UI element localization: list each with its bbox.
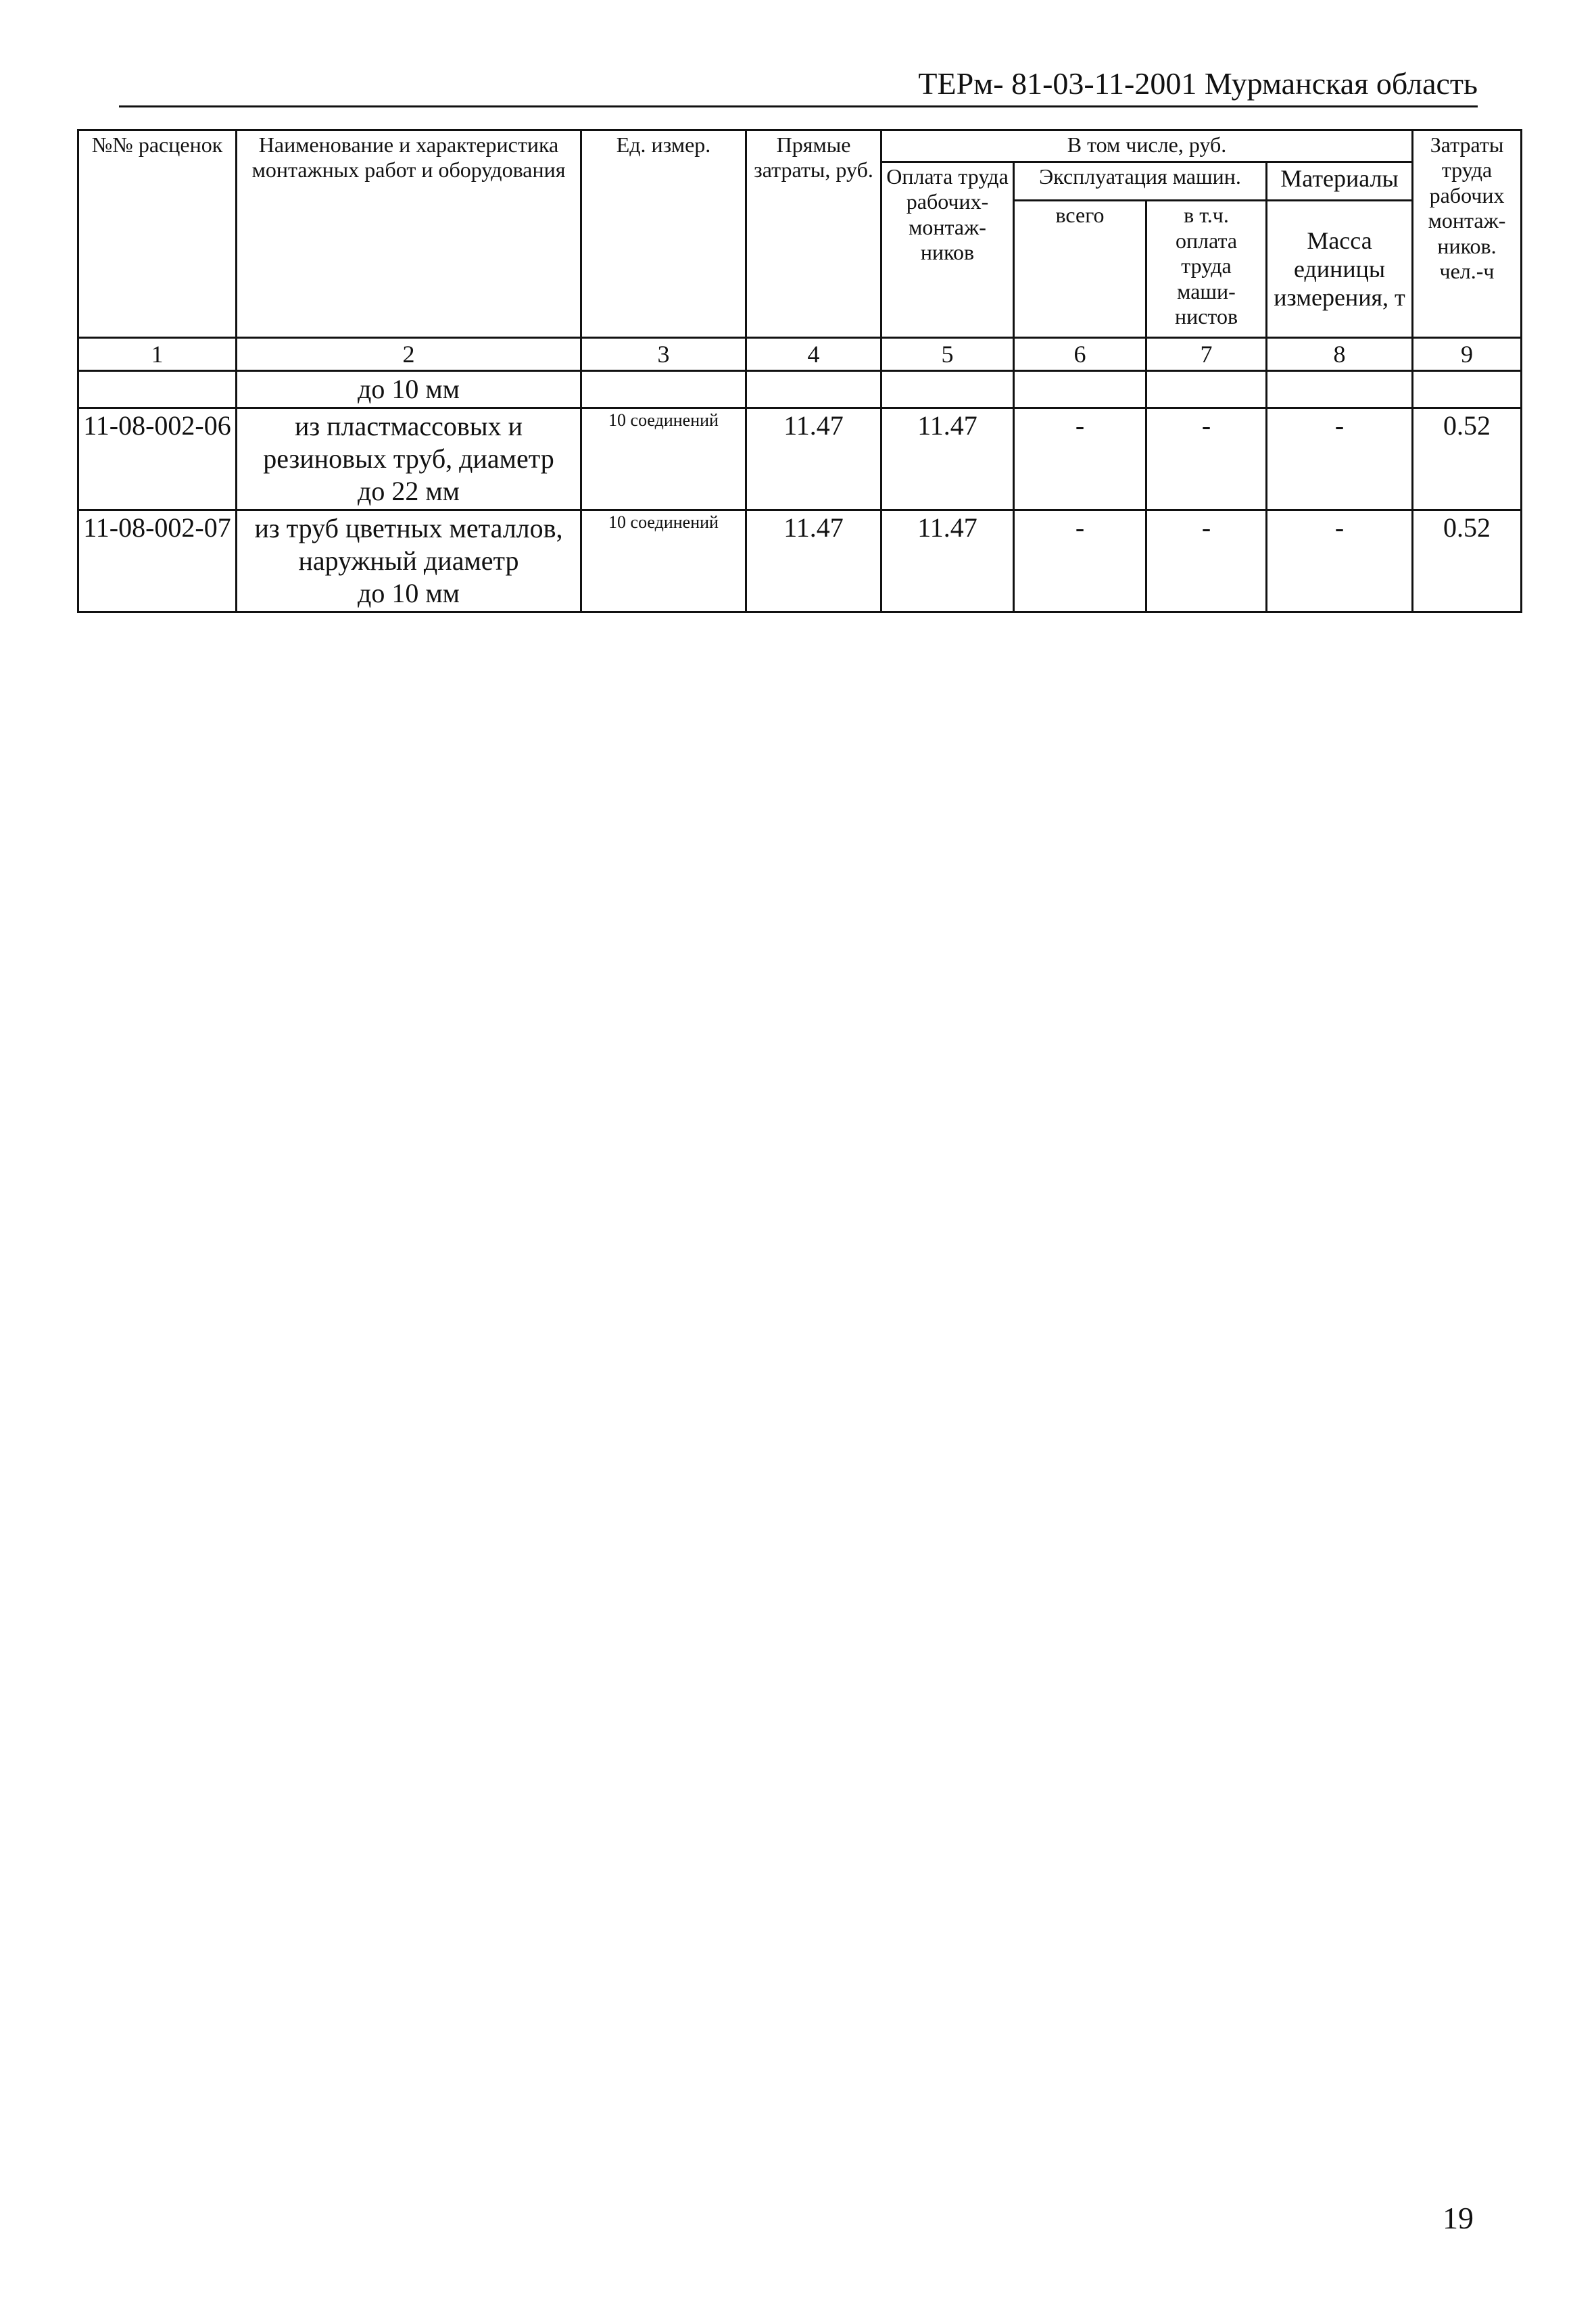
column-number: 7 <box>1146 338 1267 371</box>
labor-hours: 0.52 <box>1413 408 1522 510</box>
header-machinist-pay: в т.ч. оплата труда маши-нистов <box>1146 201 1267 338</box>
column-number-row <box>78 338 1522 371</box>
empty-cell <box>1014 371 1146 408</box>
unit-of-measure: 10 соединений <box>581 408 746 510</box>
machinist-pay: - <box>1146 408 1267 510</box>
machine-total: - <box>1014 510 1146 612</box>
work-name-line: до 22 мм <box>358 476 460 507</box>
table-row <box>78 510 1522 612</box>
header-name: Наименование и характеристика монтажных работ и оборудования <box>237 130 581 338</box>
machinist-pay: - <box>1146 510 1267 612</box>
direct-costs: 11.47 <box>746 510 881 612</box>
page-number: 19 <box>1443 2201 1474 2235</box>
empty-cell <box>1267 371 1413 408</box>
work-name-line: до 10 мм <box>358 578 460 609</box>
empty-cell <box>881 371 1014 408</box>
worker-pay: 11.47 <box>881 408 1014 510</box>
header-row-1 <box>78 130 1522 162</box>
running-header: ТЕРм- 81-03-11-2001 Мурманская область <box>918 66 1478 101</box>
rates-table <box>77 129 1522 613</box>
empty-cell <box>746 371 881 408</box>
header-unit-mass: Масса единицы измерения, т <box>1267 201 1413 338</box>
header-direct-costs: Прямые затраты, руб. <box>746 130 881 338</box>
direct-costs: 11.47 <box>746 408 881 510</box>
worker-pay: 11.47 <box>881 510 1014 612</box>
work-name-line: наружный диаметр <box>298 545 519 577</box>
work-name-line: резиновых труб, диаметр <box>263 443 554 474</box>
header-rule <box>119 105 1478 107</box>
column-number: 6 <box>1014 338 1146 371</box>
column-number: 2 <box>237 338 581 371</box>
header-unit: Ед. измер. <box>581 130 746 338</box>
header-worker-pay: Оплата труда рабочих-монтаж-ников <box>881 162 1014 338</box>
column-number: 3 <box>581 338 746 371</box>
table-row <box>78 408 1522 510</box>
work-name-line: из труб цветных металлов, <box>254 513 563 544</box>
unit-mass: - <box>1267 408 1413 510</box>
unit-of-measure: 10 соединений <box>581 510 746 612</box>
work-name <box>237 510 581 612</box>
labor-hours: 0.52 <box>1413 510 1522 612</box>
work-name <box>237 408 581 510</box>
rate-code: 11-08-002-06 <box>78 408 237 510</box>
header-materials: Материалы <box>1267 162 1413 201</box>
column-number: 9 <box>1413 338 1522 371</box>
header-including-group: В том числе, руб. <box>881 130 1413 162</box>
empty-cell <box>1146 371 1267 408</box>
empty-cell <box>1413 371 1522 408</box>
header-rate-number: №№ расценок <box>78 130 237 338</box>
empty-cell <box>78 371 237 408</box>
header-machine-operation: Эксплуатация машин. <box>1014 162 1267 201</box>
header-labor-hours: Затраты труда рабочих монтаж-ников. чел.-ч <box>1413 130 1522 338</box>
continuation-name: до 10 мм <box>237 371 581 408</box>
empty-cell <box>581 371 746 408</box>
column-number: 1 <box>78 338 237 371</box>
column-number: 4 <box>746 338 881 371</box>
column-number: 5 <box>881 338 1014 371</box>
work-name-line: из пластмассовых и <box>294 411 523 442</box>
column-number: 8 <box>1267 338 1413 371</box>
header-machine-total: всего <box>1014 201 1146 338</box>
unit-mass: - <box>1267 510 1413 612</box>
machine-total: - <box>1014 408 1146 510</box>
rate-code: 11-08-002-07 <box>78 510 237 612</box>
continuation-row <box>78 371 1522 408</box>
